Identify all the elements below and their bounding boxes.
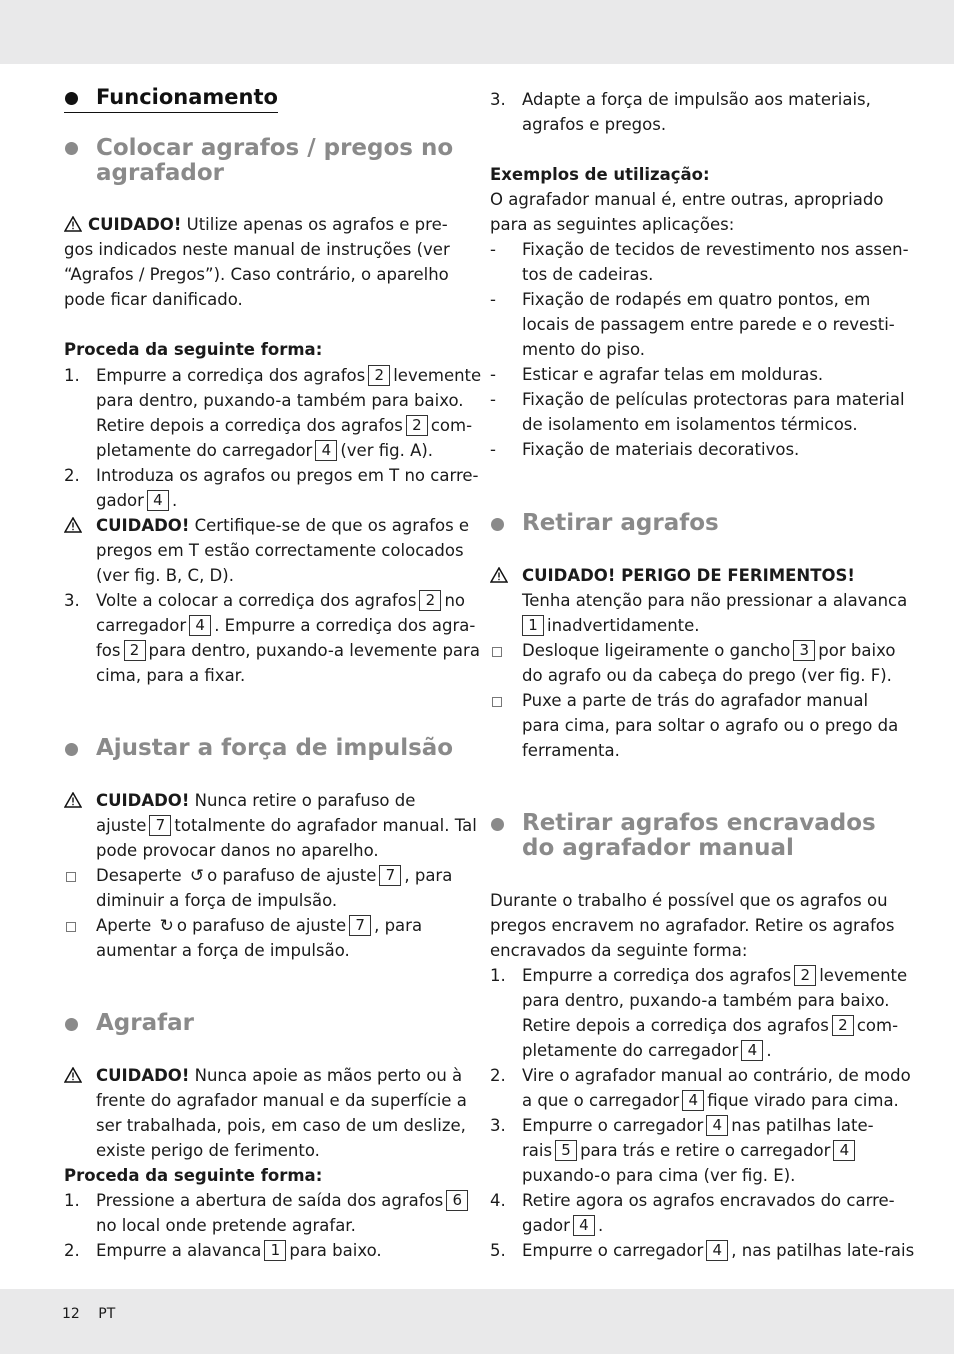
step-text: para dentro, puxando-a também para baixo. bbox=[96, 391, 464, 410]
exemplos-intro: O agrafador manual é, entre outras, apropriado bbox=[490, 190, 884, 209]
ref-box: 4 bbox=[315, 440, 337, 461]
text-span: no bbox=[444, 591, 465, 610]
step-text: Adapte a força de impulsão aos materiais, bbox=[522, 90, 871, 109]
text-span: , para bbox=[374, 916, 423, 935]
section-bullet-icon bbox=[65, 142, 78, 155]
heading-encravados-1: Retirar agrafos encravados bbox=[522, 810, 876, 836]
step-text bbox=[522, 1213, 603, 1238]
list-item: Fixação de materiais decorativos. bbox=[522, 440, 800, 459]
text-span: . Empurre a corrediça dos agra- bbox=[214, 616, 476, 635]
caution-label: CUIDADO! bbox=[96, 791, 190, 810]
step-number: 4. bbox=[490, 1191, 506, 1210]
text-span: a que o carregador bbox=[522, 1091, 680, 1110]
text-span: Retire depois a corrediça dos agrafos bbox=[96, 416, 403, 435]
text-span: . bbox=[597, 1216, 604, 1235]
exemplos-intro: para as seguintes aplicações: bbox=[490, 215, 735, 234]
proceda-heading: Proceda da seguinte forma: bbox=[64, 340, 323, 359]
page-number: 12 bbox=[62, 1306, 80, 1322]
ref-box: 6 bbox=[446, 1190, 468, 1211]
text-span: Desaperte bbox=[96, 866, 182, 885]
text-span: por baixo bbox=[818, 641, 896, 660]
dash-bullet: - bbox=[490, 290, 496, 309]
ref-box: 4 bbox=[706, 1240, 728, 1261]
text-span: com- bbox=[856, 1016, 899, 1035]
step-text bbox=[522, 1113, 874, 1138]
step-number: 1. bbox=[64, 1191, 80, 1210]
heading-colocar-1: Colocar agrafos / pregos no bbox=[96, 135, 454, 161]
text-span: para dentro, puxando-a levemente para bbox=[148, 641, 480, 660]
heading-retirar: Retirar agrafos bbox=[522, 510, 719, 536]
caution-label: CUIDADO! PERIGO DE FERIMENTOS! bbox=[522, 566, 855, 585]
caution-text: (ver fig. B, C, D). bbox=[96, 566, 234, 585]
step-text bbox=[522, 1038, 772, 1063]
text-span: Retire depois a corrediça dos agrafos bbox=[522, 1016, 829, 1035]
step-number: 2. bbox=[64, 466, 80, 485]
step-text bbox=[522, 1138, 858, 1163]
text-span: Desloque ligeiramente o gancho bbox=[522, 641, 791, 660]
step-text: Vire o agrafador manual ao contrário, de modo bbox=[522, 1066, 911, 1085]
language-code: PT bbox=[98, 1306, 116, 1322]
text-span: gador bbox=[96, 491, 144, 510]
text-span: carregador bbox=[96, 616, 187, 635]
step-number: 3. bbox=[64, 591, 80, 610]
list-item: ferramenta. bbox=[522, 741, 620, 760]
ref-box: 1 bbox=[264, 1240, 286, 1261]
step-text bbox=[522, 1088, 899, 1113]
text-span: rais bbox=[522, 1141, 553, 1160]
section-bullet-icon bbox=[65, 1018, 78, 1031]
heading-ajustar: Ajustar a força de impulsão bbox=[96, 735, 454, 761]
step-text bbox=[96, 588, 465, 613]
step-number: 1. bbox=[490, 966, 506, 985]
caution-text: pode ficar danificado. bbox=[64, 290, 243, 309]
dash-bullet: - bbox=[490, 390, 496, 409]
step-text bbox=[96, 1188, 471, 1213]
checkbox-bullet-icon bbox=[66, 872, 76, 882]
section-bullet-icon bbox=[65, 92, 78, 105]
list-item: Fixação de tecidos de revestimento nos assen- bbox=[522, 240, 909, 259]
step-text bbox=[96, 638, 480, 663]
caution-text: Tenha atenção para não pressionar a alavanca bbox=[522, 591, 908, 610]
caution-text: Nunca apoie as mãos perto ou à bbox=[194, 1066, 463, 1085]
caution-text bbox=[519, 613, 700, 638]
ref-box: 7 bbox=[379, 865, 401, 886]
step-text bbox=[96, 363, 481, 388]
list-item: diminuir a força de impulsão. bbox=[96, 891, 338, 910]
step-text bbox=[96, 413, 472, 438]
caution-text: Utilize apenas os agrafos e pre- bbox=[186, 215, 448, 234]
text-span: totalmente do agrafador manual. Tal bbox=[174, 816, 477, 835]
ref-box: 4 bbox=[741, 1040, 763, 1061]
list-item bbox=[96, 863, 452, 889]
caution-text: ser trabalhada, pois, em caso de um deslize, bbox=[96, 1116, 466, 1135]
ref-box: 4 bbox=[147, 490, 169, 511]
step-number: 1. bbox=[64, 366, 80, 385]
checkbox-bullet-icon bbox=[492, 697, 502, 707]
dash-bullet: - bbox=[490, 240, 496, 259]
ref-box: 2 bbox=[406, 415, 428, 436]
ref-box: 4 bbox=[706, 1115, 728, 1136]
text-span: Empurre o carregador bbox=[522, 1116, 704, 1135]
step-number: 3. bbox=[490, 90, 506, 109]
list-item: locais de passagem entre parede e o revesti- bbox=[522, 315, 895, 334]
section-bullet-icon bbox=[65, 743, 78, 756]
section-bullet-icon bbox=[491, 518, 504, 531]
ref-box: 3 bbox=[793, 640, 815, 661]
page-footer bbox=[62, 1306, 129, 1322]
caution-label: CUIDADO! bbox=[96, 1066, 190, 1085]
heading-encravados-2: do agrafador manual bbox=[522, 835, 794, 861]
text-span: fique virado para cima. bbox=[707, 1091, 899, 1110]
text-span: , nas patilhas late-rais bbox=[731, 1241, 915, 1260]
step-number: 5. bbox=[490, 1241, 506, 1260]
text-span: Volte a colocar a corrediça dos agrafos bbox=[96, 591, 417, 610]
list-item: Fixação de películas protectoras para material bbox=[522, 390, 905, 409]
caution-text: existe perigo de ferimento. bbox=[96, 1141, 320, 1160]
text-span: o parafuso de ajuste bbox=[207, 866, 377, 885]
list-item: Fixação de rodapés em quatro pontos, em bbox=[522, 290, 871, 309]
list-item: Esticar e agrafar telas em molduras. bbox=[522, 365, 824, 384]
heading-colocar-2: agrafador bbox=[96, 160, 224, 186]
list-item bbox=[96, 913, 422, 939]
text-span: Empurre a corrediça dos agrafos bbox=[96, 366, 366, 385]
heading-underline bbox=[64, 112, 276, 113]
text-span: com- bbox=[430, 416, 473, 435]
step-text bbox=[522, 963, 907, 988]
ref-box: 4 bbox=[573, 1215, 595, 1236]
exemplos-heading: Exemplos de utilização: bbox=[490, 165, 710, 184]
caution-text: pode provocar danos no aparelho. bbox=[96, 841, 379, 860]
text-span: levemente bbox=[819, 966, 908, 985]
caution-text: Nunca retire o parafuso de bbox=[194, 791, 416, 810]
list-item: mento do piso. bbox=[522, 340, 646, 359]
proceda-heading: Proceda da seguinte forma: bbox=[64, 1166, 323, 1185]
step-text bbox=[96, 613, 475, 638]
step-number: 3. bbox=[490, 1116, 506, 1135]
text-span: (ver fig. A). bbox=[340, 441, 434, 460]
step-text: no local onde pretende agrafar. bbox=[96, 1216, 356, 1235]
ref-box: 5 bbox=[555, 1140, 577, 1161]
caution-text: frente do agrafador manual e da superfície a bbox=[96, 1091, 467, 1110]
text-span: fos bbox=[96, 641, 121, 660]
step-number: 2. bbox=[64, 1241, 80, 1260]
step-text: para dentro, puxando-a também para baixo. bbox=[522, 991, 890, 1010]
step-text bbox=[522, 1013, 898, 1038]
text-span: , para bbox=[404, 866, 453, 885]
text-span: pletamente do carregador bbox=[522, 1041, 739, 1060]
caution-text bbox=[96, 813, 477, 838]
text-span: levemente bbox=[393, 366, 482, 385]
text-span: Empurre a alavanca bbox=[96, 1241, 262, 1260]
step-text bbox=[96, 1238, 382, 1263]
rotate-right-icon: ↻ bbox=[159, 916, 174, 936]
list-item: aumentar a força de impulsão. bbox=[96, 941, 350, 960]
caution-text: gos indicados neste manual de instruções (ver bbox=[64, 240, 450, 259]
text-span: para baixo. bbox=[289, 1241, 382, 1260]
checkbox-bullet-icon bbox=[66, 922, 76, 932]
text-span: o parafuso de ajuste bbox=[176, 916, 347, 935]
dash-bullet: - bbox=[490, 440, 496, 459]
list-item: Puxe a parte de trás do agrafador manual bbox=[522, 691, 869, 710]
list-item: de isolamento em isolamentos térmicos. bbox=[522, 415, 858, 434]
step-text bbox=[522, 1238, 914, 1263]
ref-box: 2 bbox=[368, 365, 390, 386]
step-text bbox=[96, 438, 433, 463]
caution-text: “Agrafos / Pregos”). Caso contrário, o aparelho bbox=[64, 265, 449, 284]
bottom-band bbox=[0, 1289, 954, 1354]
intro-text: encravados da seguinte forma: bbox=[490, 941, 748, 960]
text-span: . bbox=[766, 1041, 772, 1060]
step-text: Introduza os agrafos ou pregos em T no carre- bbox=[96, 466, 479, 485]
dash-bullet: - bbox=[490, 365, 496, 384]
step-text: Retire agora os agrafos encravados do carre- bbox=[522, 1191, 895, 1210]
text-span: gador bbox=[522, 1216, 570, 1235]
text-span: Empurre o carregador bbox=[522, 1241, 704, 1260]
caution-label: CUIDADO! bbox=[88, 215, 182, 234]
list-item: para cima, para soltar o agrafo ou o prego da bbox=[522, 716, 899, 735]
warning-icon bbox=[490, 567, 508, 583]
list-item: do agrafo ou da cabeça do prego (ver fig. F). bbox=[522, 666, 892, 685]
text-span: ajuste bbox=[96, 816, 147, 835]
text-span: Aperte bbox=[96, 916, 152, 935]
warning-icon bbox=[64, 216, 82, 232]
intro-text: pregos encravem no agrafador. Retire os agrafos bbox=[490, 916, 895, 935]
warning-icon bbox=[64, 792, 82, 808]
step-text: cima, para a fixar. bbox=[96, 666, 246, 685]
step-text: agrafos e pregos. bbox=[522, 115, 667, 134]
list-item bbox=[522, 638, 895, 663]
rotate-left-icon: ↺ bbox=[189, 866, 205, 886]
text-span: inadvertidamente. bbox=[547, 616, 700, 635]
warning-icon bbox=[64, 1067, 82, 1083]
ref-box: 2 bbox=[832, 1015, 854, 1036]
step-number: 2. bbox=[490, 1066, 506, 1085]
list-item: tos de cadeiras. bbox=[522, 265, 654, 284]
ref-box: 2 bbox=[794, 965, 816, 986]
top-band bbox=[0, 0, 954, 64]
ref-box: 2 bbox=[419, 590, 441, 611]
text-span: . bbox=[171, 491, 178, 510]
heading-funcionamento: Funcionamento bbox=[96, 85, 278, 113]
text-span: pletamente do carregador bbox=[96, 441, 313, 460]
ref-box: 2 bbox=[124, 640, 146, 661]
caution-text: pregos em T estão correctamente colocados bbox=[96, 541, 464, 560]
text-span: Empurre a corrediça dos agrafos bbox=[522, 966, 792, 985]
ref-box: 4 bbox=[189, 615, 211, 636]
text-span: Pressione a abertura de saída dos agrafos bbox=[96, 1191, 444, 1210]
ref-box: 4 bbox=[682, 1090, 704, 1111]
ref-box: 7 bbox=[149, 815, 171, 836]
step-text: puxando-o para cima (ver fig. E). bbox=[522, 1166, 796, 1185]
ref-box: 4 bbox=[833, 1140, 855, 1161]
ref-box: 7 bbox=[349, 915, 371, 936]
warning-icon bbox=[64, 517, 82, 533]
heading-agrafar: Agrafar bbox=[96, 1010, 194, 1036]
intro-text: Durante o trabalho é possível que os agrafos ou bbox=[490, 891, 888, 910]
caution-text: Certifique-se de que os agrafos e bbox=[194, 516, 470, 535]
caution-label: CUIDADO! bbox=[96, 516, 190, 535]
section-bullet-icon bbox=[491, 818, 504, 831]
text-span: para trás e retire o carregador bbox=[580, 1141, 831, 1160]
checkbox-bullet-icon bbox=[492, 647, 502, 657]
step-text bbox=[96, 488, 177, 513]
text-span: nas patilhas late- bbox=[731, 1116, 874, 1135]
ref-box: 1 bbox=[522, 615, 544, 636]
